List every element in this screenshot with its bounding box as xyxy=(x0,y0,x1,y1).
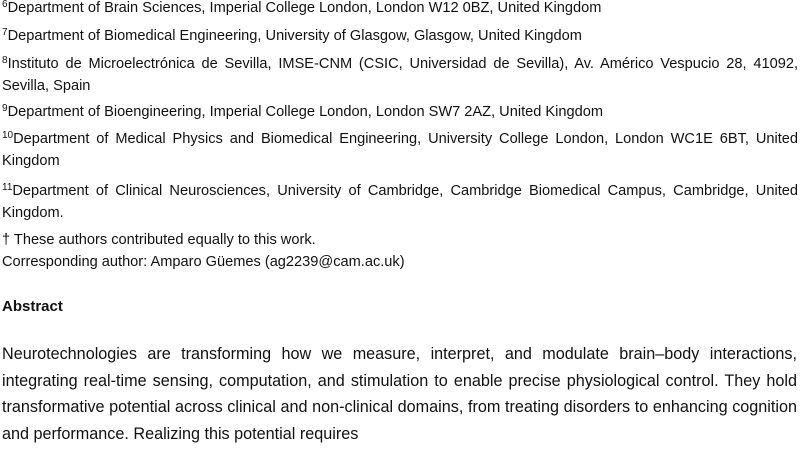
affiliation-number: 9 xyxy=(2,103,8,114)
abstract-heading: Abstract xyxy=(2,298,63,315)
affiliation-text: Department of Medical Physics and Biomedical Engineering, University College London, London WC1E 6BT, United Kingdom xyxy=(2,131,798,169)
affiliation-11 xyxy=(2,180,798,224)
affiliation-text: Department of Bioengineering, Imperial College London, London SW7 2AZ, United Kingdom xyxy=(7,104,604,120)
affiliation-number: 8 xyxy=(2,55,8,66)
affiliation-text: Department of Biomedical Engineering, University of Glasgow, Glasgow, United Kingdom xyxy=(7,28,582,44)
corresponding-author: Corresponding author: Amparo Güemes (ag2239@cam.ac.uk) xyxy=(2,254,405,270)
abstract-text: Neurotechnologies are transforming how we measure, interpret, and modulate brain–body interactions, integrating real-time sensing, computation, and stimulation to enable precise physiological control. They hold transformative potential across clinical and non-clinical domains, from treating disorders to enhancing cognition and performance. Realizing this potential requires xyxy=(2,345,797,443)
affiliation-text: Department of Brain Sciences, Imperial College London, London W12 0BZ, United Kingdom xyxy=(7,0,602,16)
affiliation-number: 7 xyxy=(2,27,8,38)
affiliation-8 xyxy=(2,53,798,97)
affiliation-10 xyxy=(2,128,798,172)
affiliation-number: 10 xyxy=(2,130,14,141)
affiliation-number: 6 xyxy=(2,0,8,10)
affiliation-9 xyxy=(2,101,798,123)
affiliation-7 xyxy=(2,25,798,47)
affiliation-6 xyxy=(2,0,798,19)
equal-contribution-note: † These authors contributed equally to this work. xyxy=(2,232,316,248)
affiliation-text: Department of Clinical Neurosciences, University of Cambridge, Cambridge Biomedical Campus, Cambridge, United Kingdom. xyxy=(2,183,798,221)
affiliation-number: 11 xyxy=(2,182,13,193)
affiliation-text: Instituto de Microelectrónica de Sevilla, IMSE-CNM (CSIC, Universidad de Sevilla), Av. Américo Vespucio 28, 41092, Sevilla, Spain xyxy=(2,56,798,94)
